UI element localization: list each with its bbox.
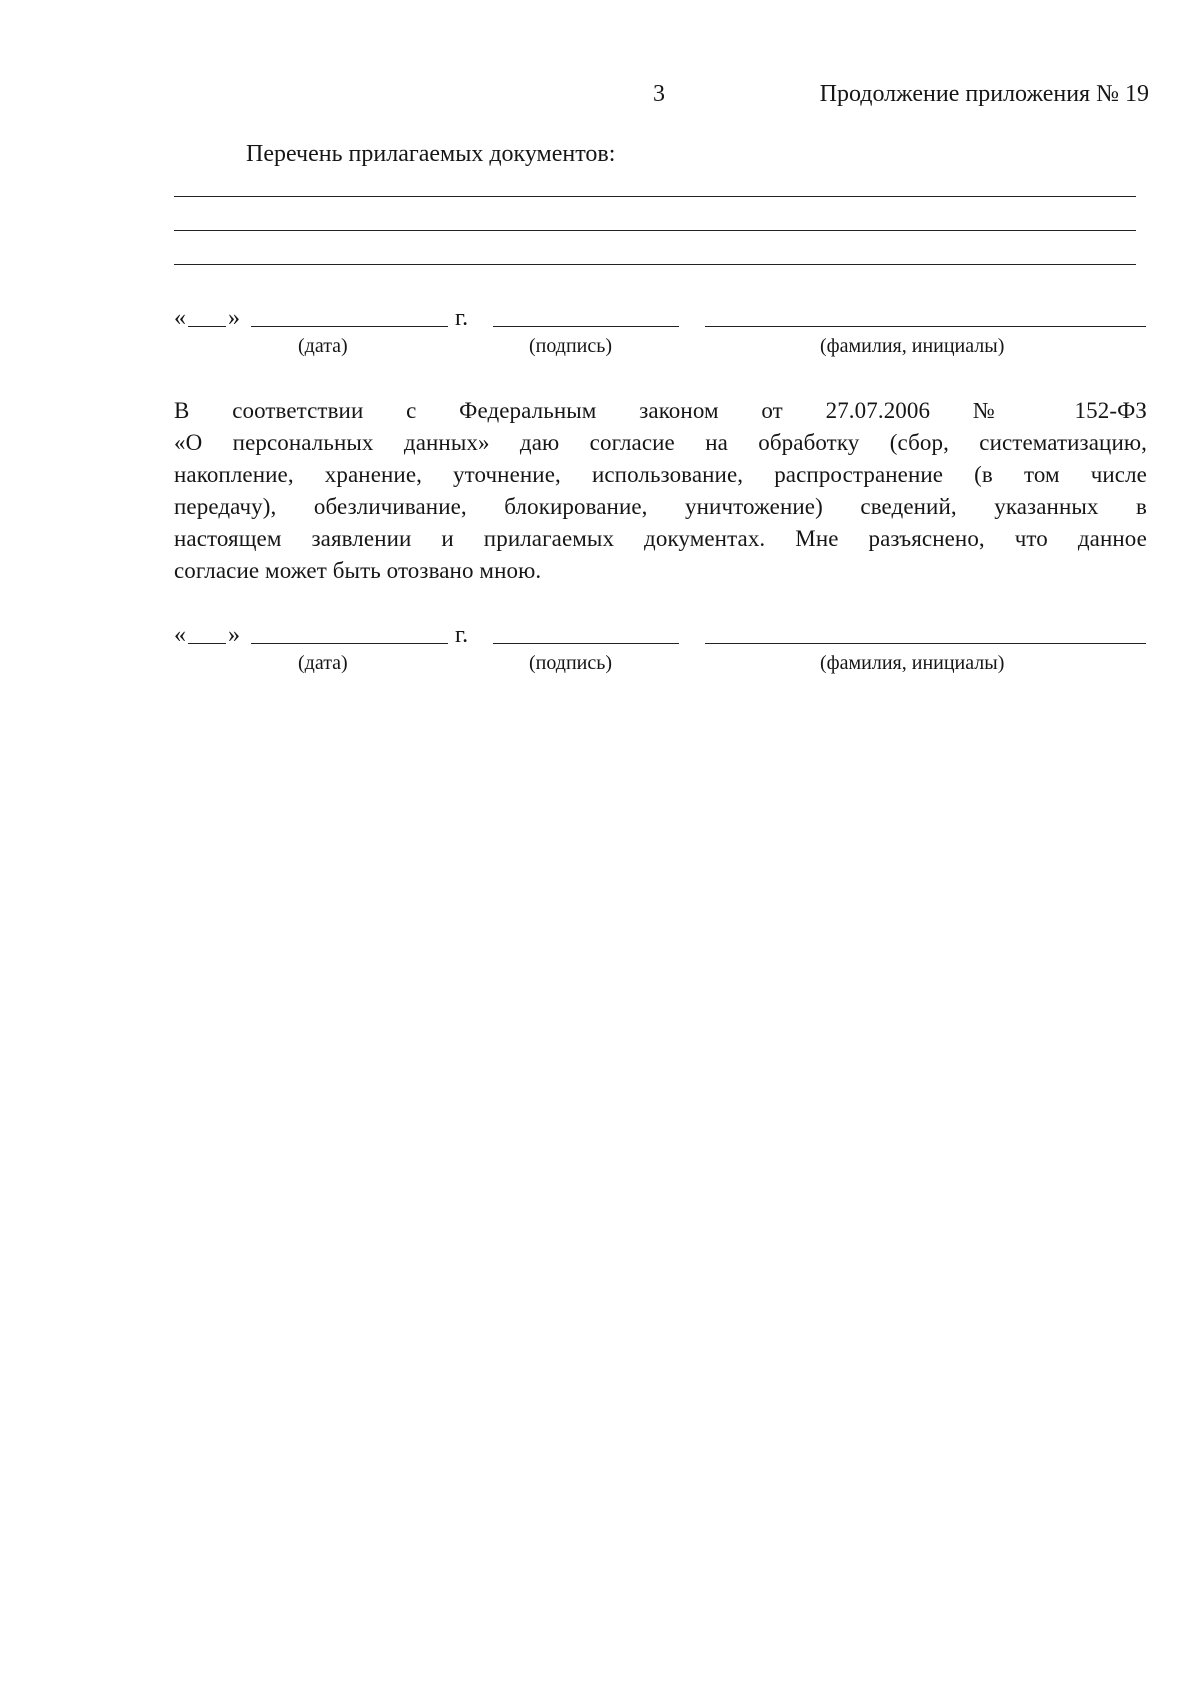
consent-line: согласие может быть отозвано мною. bbox=[174, 558, 542, 583]
quote-close: » bbox=[228, 305, 240, 331]
page-number: 3 bbox=[653, 81, 665, 107]
signature-field[interactable] bbox=[493, 326, 679, 327]
date-caption: (дата) bbox=[298, 335, 348, 357]
consent-paragraph bbox=[174, 395, 1147, 587]
year-mark: г. bbox=[455, 305, 469, 331]
date-field[interactable] bbox=[251, 326, 448, 327]
name-caption: (фамилия, инициалы) bbox=[820, 335, 1005, 357]
consent-line: передачу), обезличивание, блокирование, уничтожение) сведений, указанных в bbox=[174, 494, 1147, 519]
signature-caption: (подпись) bbox=[529, 335, 613, 357]
date-field[interactable] bbox=[251, 643, 448, 644]
page-title: Продолжение приложения № 19 bbox=[819, 81, 1149, 107]
date-caption: (дата) bbox=[298, 652, 348, 674]
signature-caption: (подпись) bbox=[529, 652, 613, 674]
consent-line: накопление, хранение, уточнение, использование, распространение (в том числе bbox=[174, 462, 1147, 487]
signature-block-2 bbox=[0, 617, 1200, 677]
documents-heading: Перечень прилагаемых документов: bbox=[246, 141, 616, 167]
quote-open: « bbox=[174, 622, 186, 648]
quote-close: » bbox=[228, 622, 240, 648]
name-caption: (фамилия, инициалы) bbox=[820, 652, 1005, 674]
quote-open: « bbox=[174, 305, 186, 331]
documents-line-1[interactable] bbox=[174, 196, 1136, 197]
name-field[interactable] bbox=[705, 326, 1146, 327]
day-field[interactable] bbox=[188, 643, 226, 644]
name-field[interactable] bbox=[705, 643, 1146, 644]
signature-block-1 bbox=[0, 300, 1200, 360]
year-mark: г. bbox=[455, 622, 469, 648]
documents-line-3[interactable] bbox=[174, 264, 1136, 265]
consent-line: В соответствии с Федеральным законом от 27.07.2006 № 152-ФЗ bbox=[174, 398, 1147, 423]
signature-field[interactable] bbox=[493, 643, 679, 644]
consent-line: настоящем заявлении и прилагаемых документах. Мне разъяснено, что данное bbox=[174, 526, 1147, 551]
consent-line: «О персональных данных» даю согласие на обработку (сбор, систематизацию, bbox=[174, 430, 1147, 455]
documents-line-2[interactable] bbox=[174, 230, 1136, 231]
day-field[interactable] bbox=[188, 326, 226, 327]
